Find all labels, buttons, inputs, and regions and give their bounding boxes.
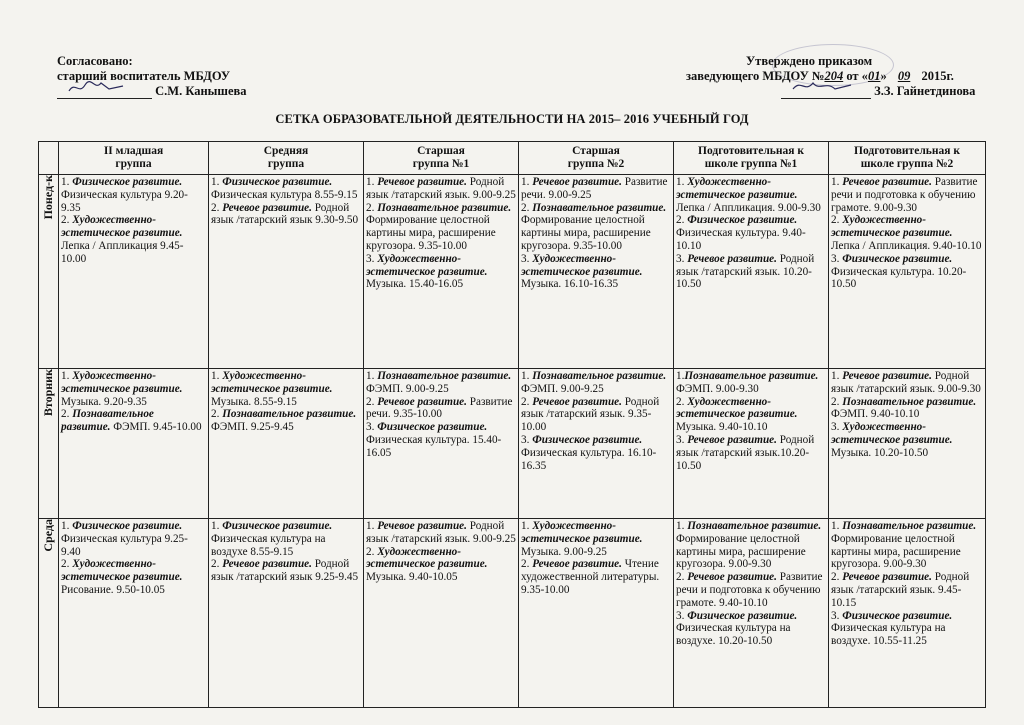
column-header — [59, 142, 209, 175]
activity-detail: ФЭМП. 9.00-9.25 — [366, 382, 449, 395]
schedule-cell — [519, 175, 674, 369]
schedule-cell — [364, 175, 519, 369]
activity-area: Художественно-эстетическое развитие. — [521, 520, 643, 545]
column-header-line2: группа №1 — [412, 158, 470, 170]
activity-detail: Родной язык /татарский язык. 9.35-10.00 — [521, 395, 660, 434]
order-label: Утверждено приказом — [746, 54, 873, 68]
column-header-line2: группа — [267, 158, 305, 170]
day-label: Среда — [41, 519, 56, 552]
column-header-line2: группа — [115, 158, 152, 170]
activity-detail: Лепка / Аппликация 9.45-10.00 — [61, 239, 184, 265]
activity-item — [521, 370, 671, 396]
activity-item — [61, 520, 206, 558]
signature-line — [57, 87, 152, 99]
activity-number: 1. — [521, 176, 533, 188]
activity-number: 1. — [831, 370, 843, 382]
activity-area: Речевое развитие. — [532, 395, 622, 408]
schedule-cell — [829, 369, 986, 519]
activity-area: Речевое развитие. — [532, 176, 622, 188]
activity-number: 2. — [831, 214, 843, 227]
approver-sign-line — [57, 84, 247, 99]
day-label: Понед-к — [41, 175, 56, 220]
activity-item — [521, 396, 671, 434]
activity-detail: Формирование целостной картины мира, расширение кругозора. 9.35-10.00 — [366, 214, 496, 252]
activity-detail: Родной язык /татарский язык 9.30-9.50 — [211, 201, 359, 227]
activity-number: 1. — [61, 370, 73, 382]
schedule-cell — [364, 369, 519, 519]
activity-detail: Музыка. 9.40-10.10 — [676, 421, 768, 434]
activity-item — [61, 176, 206, 214]
signature-line-right — [781, 87, 871, 99]
activity-item — [831, 176, 983, 214]
activity-item — [831, 520, 983, 571]
day-label-cell — [39, 369, 59, 519]
schedule-cell — [59, 369, 209, 519]
activity-number: 1. — [831, 520, 843, 532]
column-header-line1: II младшая — [103, 145, 164, 157]
activity-detail: Лепка / Аппликация. 9.00-9.30 — [676, 201, 821, 214]
schedule-cell — [674, 519, 829, 708]
column-header — [209, 142, 364, 175]
activity-detail: Музыка. 16.10-16.35 — [521, 278, 619, 291]
activity-number: 1. — [676, 520, 688, 532]
activity-detail: Музыка. 8.55-9.15 — [211, 395, 297, 408]
activity-area: Познавательное развитие. — [61, 408, 154, 434]
date-prefix: от « — [846, 69, 868, 83]
activity-number: 2. — [521, 558, 533, 571]
activity-area: Физическое развитие. — [532, 433, 643, 446]
activity-item — [61, 408, 206, 434]
activity-item — [676, 520, 826, 571]
activity-area: Физическое развитие. — [377, 421, 488, 434]
activity-detail: ФЭМП. 9.25-9.45 — [211, 421, 294, 434]
activity-detail: ФЭМП. 9.45-10.00 — [110, 421, 202, 434]
activity-number: 2. — [521, 201, 533, 214]
schedule-cell — [59, 519, 209, 708]
schedule-cell — [209, 369, 364, 519]
activity-detail: Родной язык /татарский язык. 9.00-9.25 — [366, 520, 516, 545]
column-header-line2: группа №2 — [567, 158, 625, 170]
schedule-table — [38, 141, 986, 708]
schedule-cell — [829, 519, 986, 708]
activity-number: 2. — [211, 558, 223, 571]
activity-number: 2. — [61, 408, 73, 421]
handwritten-signature-right-icon — [789, 77, 859, 97]
activity-number: 2. — [676, 571, 688, 584]
activity-detail: ФЭМП. 9.00-9.30 — [676, 382, 759, 395]
activity-number: 1. — [211, 176, 223, 188]
activity-number: 2. — [211, 408, 223, 421]
day-label: Вторник — [41, 369, 56, 417]
date-quote: » — [880, 69, 887, 83]
approval-block-left — [57, 54, 247, 99]
activity-item — [676, 253, 826, 291]
activity-item — [211, 370, 361, 408]
activity-number: 1. — [676, 176, 688, 188]
day-column-header — [39, 142, 59, 175]
column-header-line1: Подготовительная к — [854, 145, 960, 157]
head-position: заведующего МБДОУ № — [686, 69, 825, 83]
activity-item — [676, 571, 826, 609]
activity-item — [366, 176, 516, 202]
order-number: 204 — [824, 69, 844, 83]
activity-detail: Физическая культура. 9.40-10.10 — [676, 227, 806, 252]
activity-area: Познавательное развитие. — [842, 520, 977, 532]
activity-detail: Развитие речи. 9.35-10.00 — [366, 395, 513, 421]
table-row — [39, 369, 986, 519]
schedule-cell — [674, 175, 829, 369]
activity-area: Художественно-эстетическое развитие. — [366, 545, 488, 571]
activity-number: 3. — [676, 433, 688, 446]
activity-number: 2. — [676, 214, 688, 227]
activity-item — [366, 396, 516, 422]
activity-number: 1. — [61, 176, 73, 188]
activity-item — [366, 370, 516, 396]
activity-number: 2. — [831, 571, 843, 584]
activity-item — [521, 520, 671, 558]
activity-area: Физическое развитие. — [687, 214, 798, 227]
activity-area: Художественно-эстетическое развитие. — [61, 214, 183, 240]
table-header-row — [39, 142, 986, 175]
activity-item — [366, 546, 516, 584]
activity-item — [366, 202, 516, 253]
activity-number: 3. — [831, 609, 843, 622]
activity-number: 1. — [521, 370, 533, 382]
activity-item — [211, 408, 361, 434]
document-title: СЕТКА ОБРАЗОВАТЕЛЬНОЙ ДЕЯТЕЛЬНОСТИ НА 2015– 2016 УЧЕБНЫЙ ГОД — [275, 112, 749, 126]
activity-detail: Родной язык /татарский язык 9.25-9.45 — [211, 558, 359, 584]
table-row — [39, 519, 986, 708]
activity-area: Художественно-эстетическое развитие. — [521, 252, 643, 278]
order-month: 09 — [897, 69, 911, 83]
activity-area: Физическое развитие. — [687, 609, 798, 622]
activity-detail: Физическая культура. 15.40-16.05 — [366, 433, 502, 459]
activity-area: Познавательное развитие. — [377, 201, 512, 214]
activity-detail: Музыка. 9.00-9.25 — [521, 545, 607, 558]
head-name: З.З. Гайнетдинова — [874, 84, 976, 98]
activity-area: Художественно-эстетическое развитие. — [61, 370, 183, 395]
activity-area: Художественно-эстетическое развитие. — [61, 558, 183, 584]
activity-item — [676, 396, 826, 434]
activity-area: Физическое развитие. — [72, 176, 183, 188]
activity-detail: Развитие речи и подготовка к обучению грамоте. 9.40-10.10 — [676, 571, 823, 609]
approver-name: С.М. Канышева — [155, 84, 247, 98]
handwritten-signature-icon — [65, 77, 135, 97]
activity-area: Художественно-эстетическое развитие. — [676, 176, 798, 201]
schedule-cell — [59, 175, 209, 369]
activity-item — [521, 434, 671, 472]
activity-area: Речевое развитие. — [377, 395, 467, 408]
activity-number: 3. — [831, 421, 843, 434]
activity-number: 3. — [366, 421, 378, 434]
activity-item — [831, 610, 983, 648]
activity-number: 1. — [831, 176, 843, 188]
activity-area: Речевое развитие. — [687, 571, 777, 584]
activity-item — [676, 176, 826, 214]
schedule-cell — [674, 369, 829, 519]
activity-area: Речевое развитие. — [687, 433, 777, 446]
activity-number: 3. — [521, 252, 533, 265]
activity-number: 1. — [521, 520, 533, 532]
activity-detail: Физическая культура на воздухе. 10.55-11.25 — [831, 622, 946, 648]
activity-detail: Музыка. 9.20-9.35 — [61, 395, 147, 408]
activity-number: 1. — [211, 520, 223, 532]
activity-detail: Музыка. 10.20-10.50 — [831, 446, 929, 459]
activity-item — [831, 421, 983, 459]
activity-area: Художественно-эстетическое развитие. — [366, 252, 488, 278]
activity-area: Речевое развитие. — [222, 558, 312, 571]
activity-number: 3. — [676, 609, 688, 622]
activity-detail: Родной язык /татарский язык. 9.00-9.25 — [366, 176, 516, 201]
activity-detail: Рисование. 9.50-10.05 — [61, 583, 165, 596]
activity-number: 3. — [366, 252, 378, 265]
activity-item — [211, 202, 361, 228]
activity-number: 2. — [521, 395, 533, 408]
activity-item — [61, 214, 206, 265]
activity-area: Познавательное развитие. — [684, 370, 819, 382]
activity-area: Речевое развитие. — [377, 176, 467, 188]
activity-area: Художественно-эстетическое развитие. — [676, 395, 798, 421]
activity-number: 1. — [366, 520, 378, 532]
activity-item — [366, 520, 516, 546]
activity-detail: Музыка. 15.40-16.05 — [366, 278, 464, 291]
activity-item — [831, 253, 983, 291]
column-header — [519, 142, 674, 175]
activity-item — [676, 370, 826, 396]
activity-area: Речевое развитие. — [532, 558, 622, 571]
activity-area: Познавательное развитие. — [222, 408, 357, 421]
activity-item — [831, 214, 983, 252]
activity-detail: Формирование целостной картины мира, расширение кругозора. 9.00-9.30 — [831, 532, 961, 571]
activity-number: 2. — [831, 395, 843, 408]
activity-detail: Лепка / Аппликация. 9.40-10.10 — [831, 239, 982, 252]
activity-detail: Физическая культура 9.20-9.35 — [61, 188, 188, 214]
activity-item — [521, 202, 671, 253]
activity-detail: Физическая культура. 10.20-10.50 — [831, 265, 967, 291]
activity-detail: ФЭМП. 9.00-9.25 — [521, 382, 604, 395]
activity-number: 3. — [831, 252, 843, 265]
activity-number: 1. — [366, 370, 378, 382]
schedule-cell — [209, 175, 364, 369]
activity-detail: Развитие речи. 9.00-9.25 — [521, 176, 668, 201]
activity-item — [831, 370, 983, 396]
schedule-cell — [519, 369, 674, 519]
activity-item — [676, 214, 826, 252]
order-day: 01 — [867, 69, 881, 83]
activity-area: Речевое развитие. — [842, 571, 932, 584]
column-header-line1: Старшая — [572, 145, 620, 157]
activity-item — [211, 176, 361, 202]
schedule-cell — [364, 519, 519, 708]
activity-detail: ФЭМП. 9.40-10.10 — [831, 408, 920, 421]
activity-number: 1. — [211, 370, 223, 382]
activity-detail: Родной язык /татарский язык.10.20-10.50 — [676, 433, 815, 472]
activity-detail: Музыка. 9.40-10.05 — [366, 571, 458, 584]
column-header — [674, 142, 829, 175]
activity-item — [521, 176, 671, 202]
activity-area: Познавательное развитие. — [532, 370, 667, 382]
activity-item — [676, 434, 826, 472]
activity-area: Художественно-эстетическое развитие. — [211, 370, 333, 395]
activity-detail: Развитие речи и подготовка к обучению грамоте. 9.00-9.30 — [831, 176, 978, 214]
activity-area: Физическое развитие. — [72, 520, 183, 532]
head-sign-line — [686, 84, 1016, 99]
column-header — [829, 142, 986, 175]
activity-detail: Физическая культура 9.25-9.40 — [61, 532, 188, 558]
activity-item — [211, 558, 361, 584]
activity-area: Речевое развитие. — [377, 520, 467, 532]
activity-item — [676, 610, 826, 648]
activity-area: Познавательное развитие. — [377, 370, 512, 382]
schedule-cell — [519, 519, 674, 708]
activity-number: 2. — [61, 558, 73, 571]
schedule-cell — [209, 519, 364, 708]
activity-number: 2. — [211, 201, 223, 214]
order-year: 2015г. — [921, 69, 954, 83]
activity-area: Познавательное развитие. — [842, 395, 977, 408]
column-header-line1: Подготовительная к — [698, 145, 804, 157]
column-header-line2: школе группа №1 — [704, 158, 798, 170]
activity-detail: Родной язык /татарский язык. 10.20-10.50 — [676, 252, 815, 291]
approval-block-right — [686, 54, 1016, 99]
activity-area: Физическое развитие. — [222, 176, 333, 188]
activity-item — [521, 253, 671, 291]
activity-number: 1. — [676, 370, 685, 382]
activity-number: 2. — [676, 395, 688, 408]
column-header-line2: школе группа №2 — [860, 158, 954, 170]
activity-detail: Родной язык /татарский язык. 9.00-9.30 — [831, 370, 981, 395]
activity-area: Речевое развитие. — [842, 176, 932, 188]
schedule-cell — [829, 175, 986, 369]
activity-number: 3. — [676, 252, 688, 265]
activity-number: 2. — [366, 545, 378, 558]
activity-item — [521, 558, 671, 596]
day-label-cell — [39, 175, 59, 369]
activity-detail: Физическая культура на воздухе. 10.20-10.50 — [676, 622, 791, 648]
activity-detail: Формирование целостной картины мира, расширение кругозора. 9.35-10.00 — [521, 214, 651, 252]
activity-detail: Физическая культура. 16.10-16.35 — [521, 446, 657, 472]
activity-item — [366, 421, 516, 459]
activity-item — [61, 558, 206, 596]
activity-item — [831, 571, 983, 609]
activity-area: Художественно-эстетическое развитие. — [831, 421, 953, 446]
activity-area: Речевое развитие. — [222, 201, 312, 214]
activity-item — [61, 370, 206, 408]
activity-detail: Чтение художественной литературы. 9.35-10.00 — [521, 558, 660, 596]
activity-detail: Родной язык /татарский язык. 9.45-10.15 — [831, 571, 970, 609]
activity-area: Познавательное развитие. — [532, 201, 667, 214]
activity-number: 1. — [61, 520, 73, 532]
column-header-line1: Старшая — [417, 145, 465, 157]
activity-number: 3. — [521, 433, 533, 446]
table-row — [39, 175, 986, 369]
activity-item — [831, 396, 983, 422]
column-header-line1: Средняя — [263, 145, 309, 157]
activity-area: Художественно-эстетическое развитие. — [831, 214, 953, 240]
activity-area: Познавательное развитие. — [687, 520, 822, 532]
approved-label: Согласовано: — [57, 54, 133, 68]
approver-position: старший воспитатель МБДОУ — [57, 69, 231, 83]
activity-number: 1. — [366, 176, 378, 188]
column-header — [364, 142, 519, 175]
activity-item — [211, 520, 361, 558]
activity-detail: Физическая культура на воздухе 8.55-9.15 — [211, 532, 326, 558]
activity-item — [366, 253, 516, 291]
activity-area: Физическое развитие. — [842, 609, 953, 622]
day-label-cell — [39, 519, 59, 708]
activity-detail: Физическая культура 8.55-9.15 — [211, 188, 358, 201]
activity-number: 2. — [366, 395, 378, 408]
activity-detail: Формирование целостной картины мира, расширение кругозора. 9.00-9.30 — [676, 532, 806, 571]
activity-area: Физическое развитие. — [222, 520, 333, 532]
activity-number: 2. — [366, 201, 378, 214]
activity-area: Физическое развитие. — [842, 252, 953, 265]
activity-area: Речевое развитие. — [687, 252, 777, 265]
activity-area: Речевое развитие. — [842, 370, 932, 382]
activity-number: 2. — [61, 214, 73, 227]
